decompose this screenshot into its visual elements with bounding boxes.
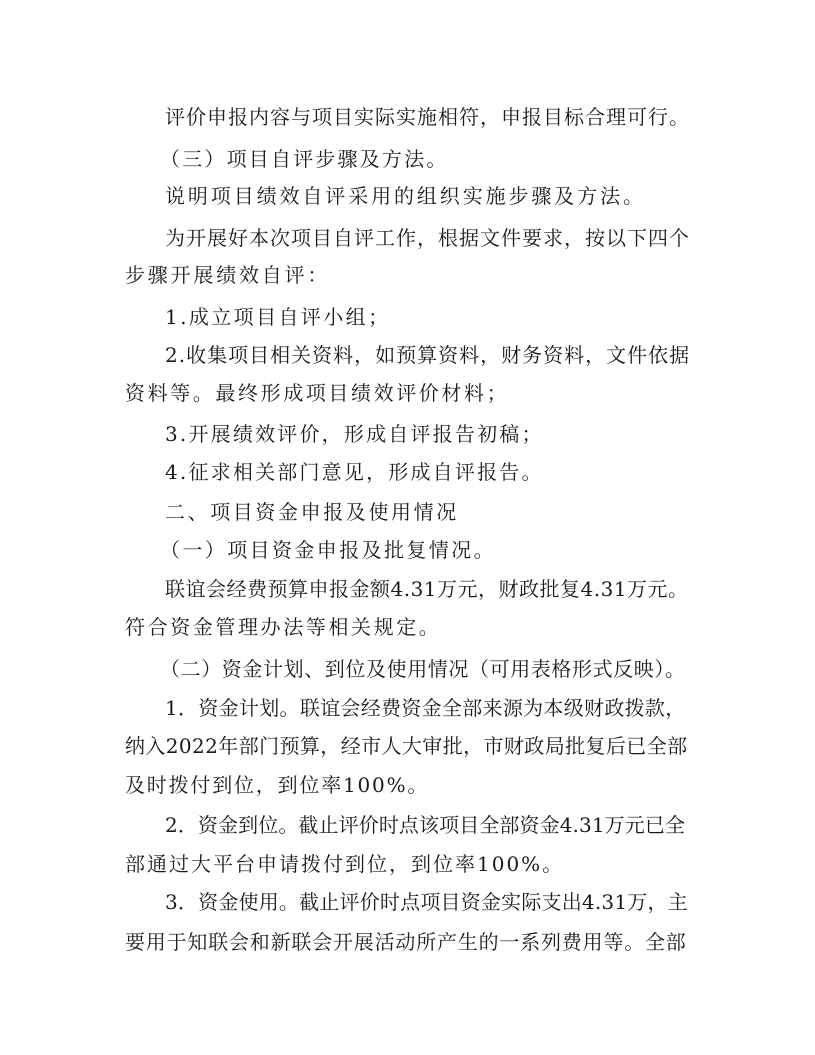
paragraph-line: 联谊会经费预算申报金额4.31万元，财政批复4.31万元。 (165, 577, 689, 601)
section-heading: （二）资金计划、到位及使用情况（可用表格形式反映）。 (160, 657, 686, 681)
section-heading: （一）项目资金申报及批复情况。 (160, 538, 496, 562)
paragraph-line: 说明项目绩效自评采用的组织实施步骤及方法。 (165, 184, 646, 208)
paragraph-line: 步骤开展绩效自评： (125, 263, 331, 287)
section-heading: 二、项目资金申报及使用情况 (165, 500, 459, 524)
list-item: 2.收集项目相关资料，如预算资料，财务资料，文件依据 (165, 343, 691, 367)
list-item: 1．资金计划。联谊会经费资金全部来源为本级财政拨款， (165, 696, 686, 720)
list-item: 3.开展绩效评价，形成自评报告初稿； (165, 422, 544, 446)
paragraph-line: 部通过大平台申请拨付到位，到位率100%。 (125, 852, 565, 876)
list-item: 1.成立项目自评小组； (165, 305, 391, 329)
paragraph-line: 为开展好本次项目自评工作，根据文件要求，按以下四个 (165, 226, 690, 250)
list-item: 3．资金使用。截止评价时点项目资金实际支出4.31万，主 (165, 890, 688, 914)
paragraph-line: 及时拨付到位，到位率100%。 (125, 773, 430, 797)
paragraph-line: 评价申报内容与项目实际实施相符，申报目标合理可行。 (165, 105, 690, 129)
list-item: 2．资金到位。截止评价时点该项目全部资金4.31万元已全 (165, 813, 686, 837)
list-item: 4.征求相关部门意见，形成自评报告。 (165, 460, 544, 484)
paragraph-line: 符合资金管理办法等相关规定。 (125, 615, 442, 639)
section-heading: （三）项目自评步骤及方法。 (160, 147, 449, 171)
paragraph-line: 纳入2022年部门预算，经市人大审批，市财政局批复后已全部 (125, 734, 688, 758)
paragraph-line: 要用于知联会和新联会开展活动所产生的一系列费用等。全部 (125, 930, 687, 954)
paragraph-line: 资料等。最终形成项目绩效评价材料； (125, 381, 510, 405)
